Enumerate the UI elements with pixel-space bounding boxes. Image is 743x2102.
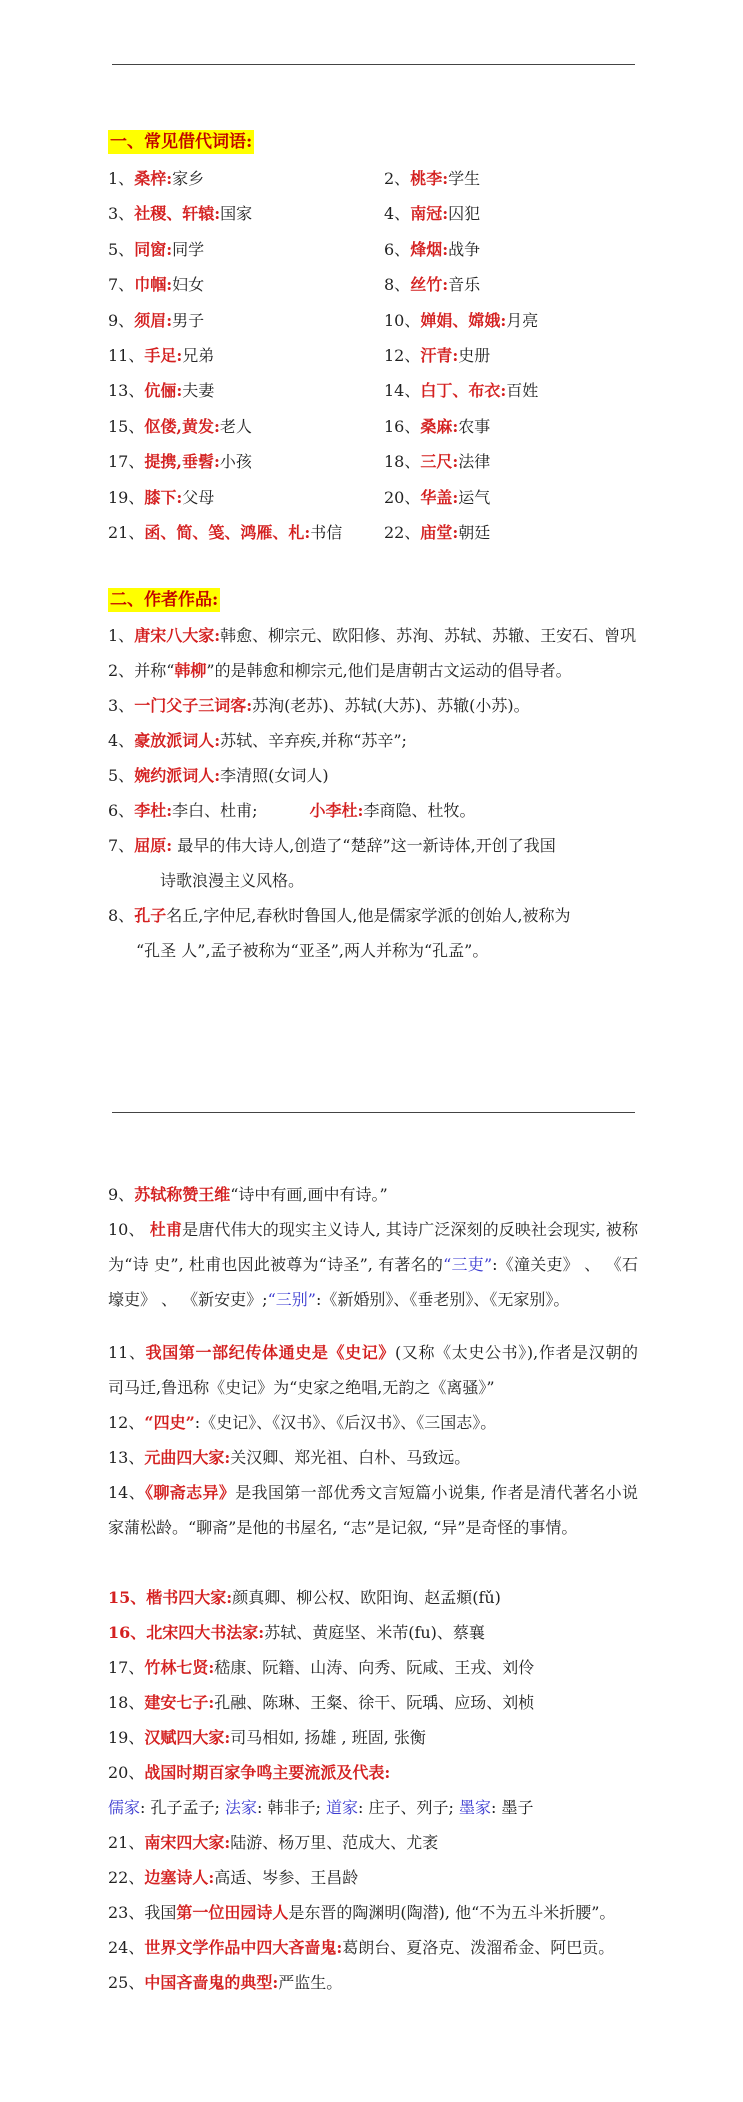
table-row	[108, 414, 668, 440]
right-entry: 18、三尺:法律	[384, 452, 491, 472]
list-item: 1、唐宋八大家:韩愈、柳宗元、欧阳修、苏洵、苏轼、苏辙、王安石、曾巩	[108, 626, 637, 645]
left-entry: 17、提携,垂髫:小孩	[108, 452, 252, 472]
top-divider	[112, 64, 635, 65]
list-item: 3、一门父子三词客:苏洵(老苏)、苏轼(大苏)、苏辙(小苏)。	[108, 696, 530, 715]
list-item: 2、并称“韩柳”的是韩愈和柳宗元,他们是唐朝古文运动的倡导者。	[108, 661, 572, 680]
left-entry: 7、巾帼:妇女	[108, 275, 205, 295]
right-entry: 20、华盖:运气	[384, 487, 491, 507]
list-item: 8、孔子名丘,字仲尼,春秋时鲁国人,他是儒家学派的创始人,被称为 “孔圣 人”,孟子被称为“亚圣”,两人并称为“孔孟”。	[108, 906, 571, 960]
list-item: 14、《聊斋志异》是我国第一部优秀文言短篇小说集, 作者是清代著名小说家蒲松龄。“聊斋”是他的书屋名, “志”是记叙, “异”是奇怪的事情。	[108, 1483, 638, 1537]
list-item: 13、元曲四大家:关汉卿、郑光祖、白朴、马致远。	[108, 1448, 471, 1467]
right-entry: 4、南冠:囚犯	[384, 204, 481, 224]
list-item: 17、竹林七贤:嵇康、阮籍、山涛、向秀、阮咸、王戎、刘伶	[108, 1658, 535, 1677]
table-row	[108, 308, 668, 334]
left-entry: 9、须眉:男子	[108, 310, 205, 330]
list-item: 21、南宋四大家:陆游、杨万里、范成大、尤袤	[108, 1833, 439, 1852]
table-row	[108, 272, 668, 298]
list-item: 7、屈原: 最早的伟大诗人,创造了“楚辞”这一新诗体,开创了我国 诗歌浪漫主义风格。	[108, 836, 556, 890]
left-entry: 11、手足:兄弟	[108, 346, 215, 365]
list-item: 19、汉赋四大家:司马相如, 扬雄 , 班固, 张衡	[108, 1728, 426, 1747]
list-item: 6、李杜:李白、杜甫; 小李杜:李商隐、杜牧。	[108, 801, 476, 820]
right-entry: 16、桑麻:农事	[384, 416, 491, 436]
left-entry: 21、函、简、笺、鸿雁、札:书信	[108, 523, 343, 542]
list-item: 15、楷书四大家:颜真卿、柳公权、欧阳询、赵孟頫(fǔ)	[108, 1588, 501, 1607]
right-entry: 10、婵娟、嫦娥:月亮	[384, 310, 539, 330]
left-entry: 19、膝下:父母	[108, 487, 215, 507]
left-entry: 13、伉俪:夫妻	[108, 381, 215, 401]
list-item: 24、世界文学作品中四大吝啬鬼:葛朗台、夏洛克、泼溜希金、阿巴贡。	[108, 1938, 615, 1957]
right-entry: 14、白丁、布衣:百姓	[384, 381, 539, 401]
list-item: 4、豪放派词人:苏轼、辛弃疾,并称“苏辛”;	[108, 731, 407, 750]
table-row	[108, 449, 668, 475]
list-item: 22、边塞诗人:高适、岑参、王昌龄	[108, 1868, 359, 1887]
list-item: 12、“四史”:《史记》、《汉书》、《后汉书》、《三国志》。	[108, 1413, 497, 1432]
schools-of-thought: 儒家: 孔子孟子; 法家: 韩非子; 道家: 庄子、列子; 墨家: 墨子	[108, 1798, 534, 1817]
list-item: 20、战国时期百家争鸣主要流派及代表:	[108, 1763, 391, 1782]
section-title-substitution-words: 一、常见借代词语:	[110, 132, 253, 152]
table-row	[108, 485, 668, 511]
list-item: 9、苏轼称赞王维“诗中有画,画中有诗。”	[108, 1185, 388, 1204]
left-entry: 1、桑梓:家乡	[108, 169, 205, 188]
right-entry: 6、烽烟:战争	[384, 239, 481, 259]
left-entry: 5、同窗:同学	[108, 239, 205, 259]
table-row	[108, 343, 668, 369]
list-item: 16、北宋四大书法家:苏轼、黄庭坚、米芾(fu)、蔡襄	[108, 1623, 485, 1642]
table-row	[108, 520, 668, 546]
list-item: 18、建安七子:孔融、陈琳、王粲、徐干、阮瑀、应玚、刘桢	[108, 1693, 535, 1712]
right-entry: 2、桃李:学生	[384, 169, 481, 188]
middle-divider	[112, 1112, 635, 1113]
table-row	[108, 201, 668, 227]
list-item: 11、我国第一部纪传体通史是《史记》(又称《太史公书》),作者是汉朝的 司马迁,鲁迅称《史记》为“史家之绝唱,无韵之《离骚》”	[108, 1343, 638, 1397]
list-item: 5、婉约派词人:李清照(女词人)	[108, 766, 329, 785]
right-entry: 22、庙堂:朝廷	[384, 523, 491, 542]
right-entry: 12、汗青:史册	[384, 346, 491, 365]
table-row	[108, 378, 668, 404]
section-title-authors-works: 二、作者作品:	[110, 590, 219, 610]
left-entry: 3、社稷、轩辕:国家	[108, 204, 253, 224]
left-entry: 15、伛偻,黄发:老人	[108, 416, 252, 436]
table-row	[108, 166, 668, 192]
right-entry: 8、丝竹:音乐	[384, 275, 481, 295]
table-row	[108, 237, 668, 263]
list-item: 23、我国第一位田园诗人是东晋的陶渊明(陶潜), 他“不为五斗米折腰”。	[108, 1903, 616, 1922]
list-item: 25、中国吝啬鬼的典型:严监生。	[108, 1973, 343, 1992]
list-item: 10、 杜甫是唐代伟大的现实主义诗人, 其诗广泛深刻的反映社会现实, 被称为“诗 史”, 杜甫也因此被尊为“诗圣”, 有著名的“三吏”:《潼关吏》 、 《石壕吏》 、 《新安吏》;“三别”:《新婚别》、《垂老别》、《无家别》。	[108, 1220, 638, 1309]
